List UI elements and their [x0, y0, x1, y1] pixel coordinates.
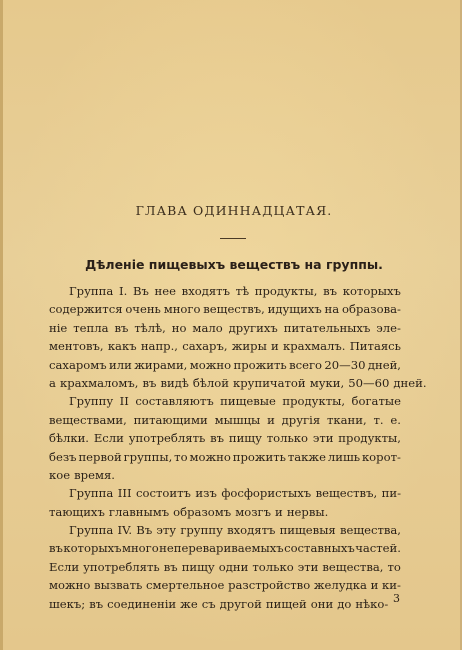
word: въ	[89, 596, 104, 611]
word: 50—60	[348, 375, 390, 390]
text-line	[49, 484, 401, 502]
word: на	[324, 302, 340, 317]
word: пищевые	[220, 394, 276, 409]
text-line	[49, 503, 401, 521]
word: Въ	[132, 284, 149, 298]
word: только	[252, 559, 294, 574]
word: продукты,	[338, 431, 401, 446]
word: другія	[281, 412, 321, 427]
word: Въ	[136, 523, 153, 538]
word: жирами,	[134, 357, 188, 372]
word: время.	[74, 467, 115, 482]
word: тепла	[73, 320, 109, 335]
text-line	[49, 282, 401, 300]
word: много	[163, 302, 201, 317]
word: фосфористыхъ	[221, 486, 312, 501]
word: ментовъ,	[49, 339, 104, 354]
paragraph	[49, 282, 427, 392]
word: Группа	[69, 523, 114, 538]
word: а	[49, 375, 56, 390]
paragraph	[49, 521, 401, 613]
word: много	[121, 541, 159, 556]
word: ткани,	[326, 412, 367, 427]
word: и	[370, 578, 379, 593]
word: жиры	[231, 339, 267, 354]
word: пищу	[181, 559, 215, 574]
word: II	[119, 394, 129, 409]
word: другой	[219, 596, 262, 611]
title-divider	[220, 238, 246, 239]
word: Группа	[69, 486, 114, 501]
word: вещества,	[322, 559, 384, 574]
text-line	[49, 558, 401, 576]
word: прожить	[233, 357, 287, 372]
text-line	[49, 429, 401, 447]
word: можно	[189, 449, 231, 464]
word: тающихъ	[49, 504, 105, 519]
word: составляютъ	[135, 394, 214, 409]
word: группы,	[123, 449, 173, 464]
word: веществами,	[49, 412, 127, 427]
word: 20—30	[324, 357, 366, 372]
text-line	[49, 466, 401, 484]
word: лишь	[327, 449, 361, 464]
word: употреблять	[128, 431, 206, 446]
word: тѣ	[235, 284, 250, 298]
word: группу	[180, 523, 223, 538]
text-line	[49, 411, 401, 429]
word: образомъ	[173, 504, 232, 519]
word: веществъ,	[315, 486, 378, 501]
word: частей.	[355, 541, 401, 556]
text-line	[49, 300, 401, 318]
word: веществъ,	[203, 302, 265, 317]
word: эле-	[376, 320, 401, 335]
word: эти	[297, 559, 319, 574]
word: муки,	[309, 375, 345, 390]
word: эти	[312, 431, 334, 446]
word: употреблять	[83, 559, 160, 574]
word: ніе	[49, 320, 68, 335]
word: какъ	[107, 339, 137, 354]
word: сахаръ,	[182, 339, 228, 354]
word: съ	[201, 596, 216, 611]
word: идущихъ	[267, 302, 322, 317]
word: шекъ;	[49, 596, 86, 611]
word: продукты,	[254, 284, 318, 298]
word: Группу	[69, 394, 114, 409]
word: входятъ	[181, 284, 230, 298]
section-heading: Дѣленіе пищевыхъ веществъ на группы.	[85, 257, 383, 272]
word: вещества,	[339, 523, 401, 538]
word: Питаясь	[349, 339, 401, 354]
word: или	[109, 357, 132, 372]
word: въ	[163, 559, 178, 574]
word: составныхъ	[284, 541, 355, 556]
text-line	[49, 539, 401, 557]
word: очень	[125, 302, 161, 317]
word: пищевыя	[279, 523, 336, 538]
word: IV.	[117, 523, 133, 538]
word: до	[337, 596, 352, 611]
word: богатые	[351, 394, 401, 409]
word: нѣко-	[355, 596, 389, 611]
word: которыхъ	[342, 284, 401, 298]
word: другихъ	[228, 320, 278, 335]
word: первой	[78, 449, 122, 464]
word: въ	[210, 431, 225, 446]
word: мышцы	[214, 412, 261, 427]
word: которыхъ	[63, 541, 122, 556]
word: продукты,	[282, 394, 346, 409]
word: можно	[49, 578, 91, 593]
word: разстройство	[228, 578, 311, 593]
word: то	[174, 449, 188, 464]
text-line	[49, 356, 401, 374]
word: питающими	[133, 412, 208, 427]
word: питательныхъ	[283, 320, 371, 335]
text-line	[49, 392, 401, 410]
word: пи-	[381, 486, 401, 501]
word: т.	[373, 412, 384, 427]
word: и	[271, 339, 279, 354]
word: нее	[154, 284, 176, 298]
word: е.	[390, 412, 401, 427]
word: входятъ	[227, 523, 276, 538]
word: они	[310, 596, 334, 611]
word: Если	[93, 431, 124, 446]
word: и	[267, 412, 275, 427]
word: бѣлки.	[49, 431, 89, 446]
page-number: 3	[393, 592, 400, 605]
word: въ	[114, 320, 129, 335]
word: мало	[192, 320, 223, 335]
text-line	[49, 337, 401, 355]
word: то	[387, 559, 401, 574]
word: въ	[142, 375, 157, 390]
word: всего	[289, 357, 323, 372]
text-line	[49, 319, 401, 337]
word: мозгъ	[235, 504, 271, 519]
word: только	[266, 431, 309, 446]
word: эту	[156, 523, 177, 538]
word: одни	[218, 559, 249, 574]
word: нервы.	[286, 504, 329, 519]
word: содержится	[49, 302, 123, 317]
text-line	[49, 521, 401, 539]
word: крахмаломъ,	[59, 375, 139, 390]
paragraph	[49, 484, 401, 521]
word: тѣлѣ,	[134, 320, 166, 335]
word: неперевариваемыхъ	[159, 541, 284, 556]
paragraph	[49, 392, 401, 484]
text-line	[49, 374, 427, 392]
word: изъ	[195, 486, 217, 501]
word: ки-	[382, 578, 401, 593]
word: также	[287, 449, 326, 464]
word: но	[171, 320, 187, 335]
word: сахаромъ	[49, 357, 107, 372]
chapter-title: ГЛАВА ОДИННАДЦАТАЯ.	[135, 203, 333, 218]
word: бѣлой	[192, 375, 229, 390]
word: образова-	[342, 302, 401, 317]
word: главнымъ	[108, 504, 170, 519]
word: видѣ	[160, 375, 189, 390]
text-line	[49, 576, 401, 594]
word: состоитъ	[136, 486, 191, 501]
word: кое	[49, 467, 71, 482]
text-line	[49, 595, 401, 613]
word: желудка	[313, 578, 367, 593]
word: пищу	[228, 431, 262, 446]
body-text	[49, 282, 427, 613]
word: корот-	[361, 449, 401, 464]
word: пищей	[265, 596, 307, 611]
word: дней.	[393, 375, 427, 390]
word: соединеніи	[107, 596, 177, 611]
word: I.	[118, 284, 128, 298]
word: вызвать	[94, 578, 143, 593]
word: крупичатой	[232, 375, 306, 390]
word: въ	[323, 284, 338, 298]
word: смертельное	[146, 578, 225, 593]
word: прожить	[232, 449, 286, 464]
word: безъ	[49, 449, 77, 464]
word: крахмалъ.	[282, 339, 346, 354]
word: III	[117, 486, 132, 501]
word: напр.,	[140, 339, 178, 354]
word: въ	[49, 541, 63, 556]
word: дней,	[367, 357, 401, 372]
word: Если	[49, 559, 80, 574]
word: Группа	[69, 284, 114, 298]
word: можно	[189, 357, 232, 372]
text-line	[49, 448, 401, 466]
word: же	[180, 596, 198, 611]
word: и	[275, 504, 283, 519]
